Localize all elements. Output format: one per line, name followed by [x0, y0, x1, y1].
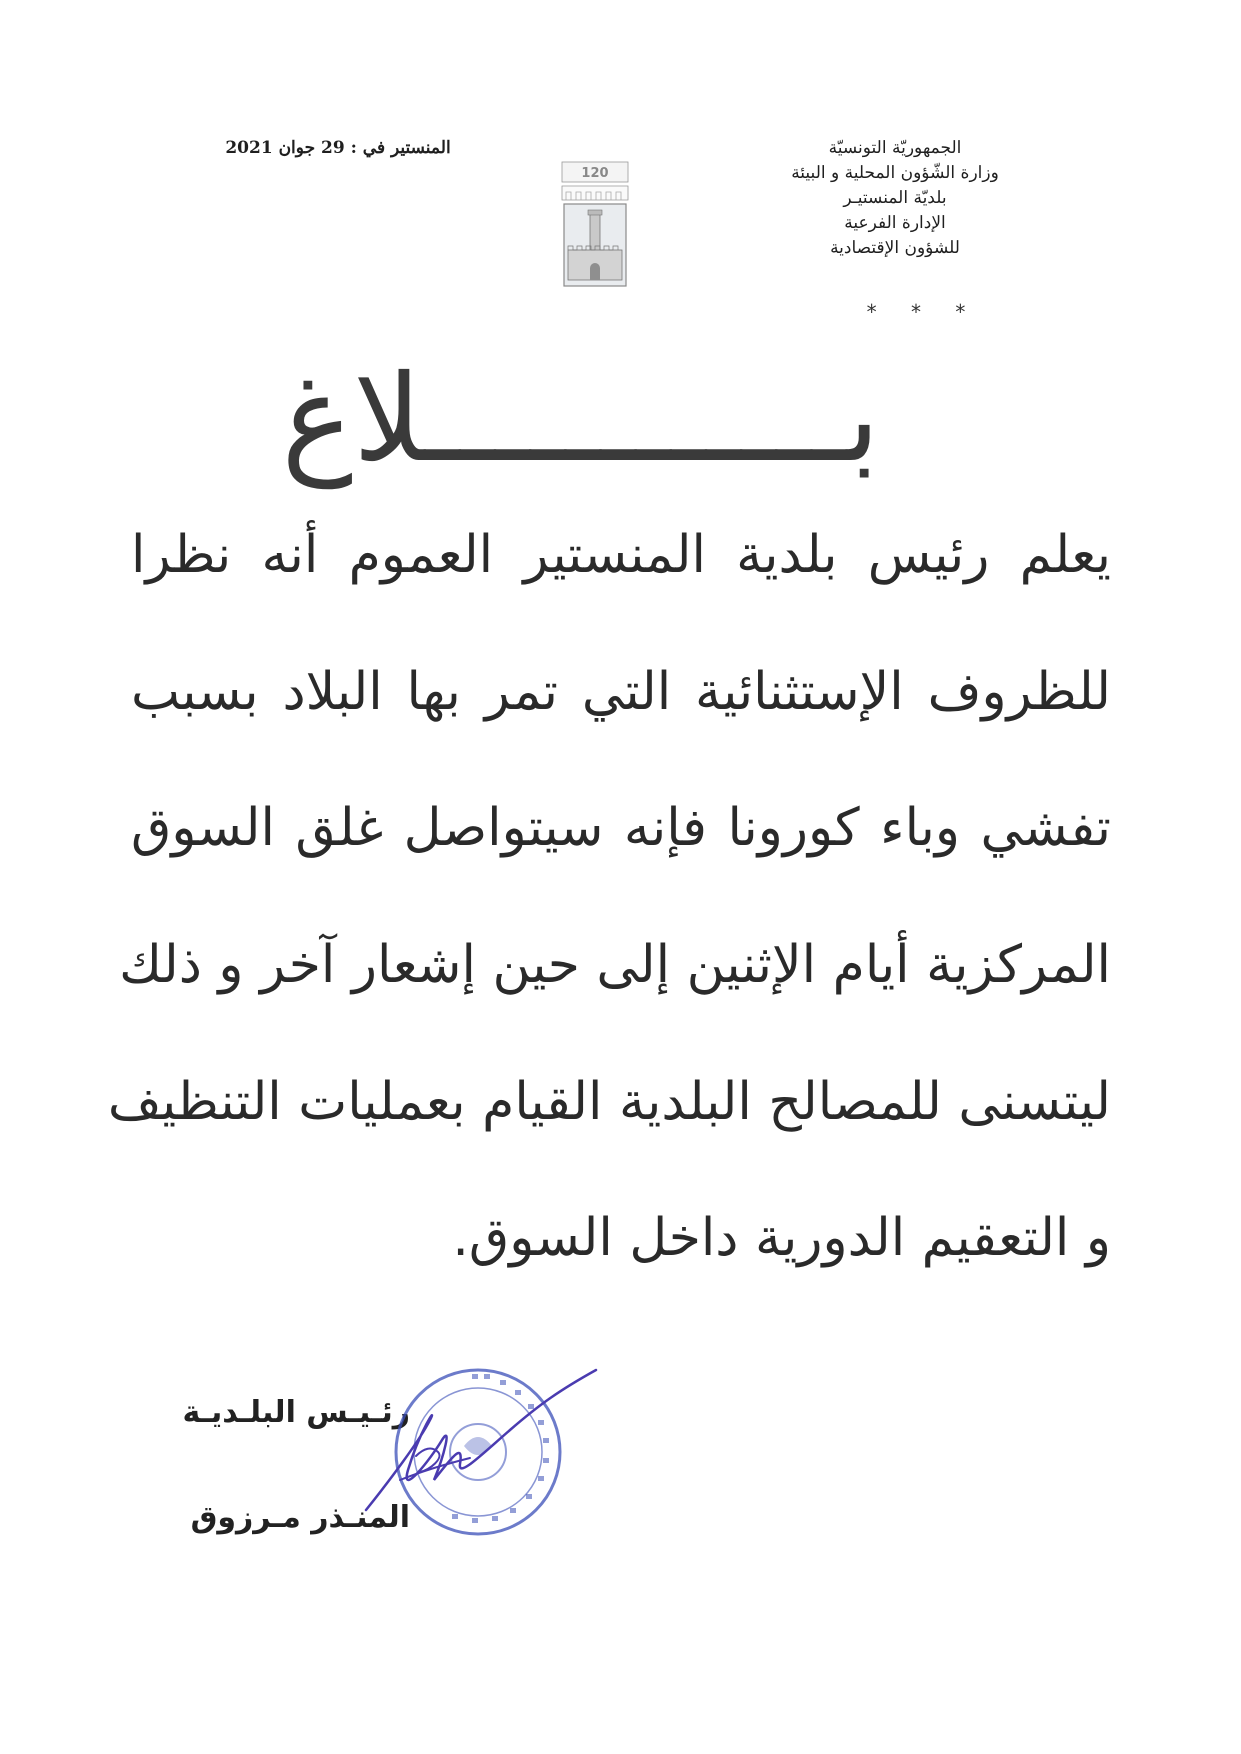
- signature-title: رئـيـس البلـديـة: [182, 1395, 410, 1430]
- header-line-sub-administration: الإدارة الفرعية: [844, 213, 946, 233]
- emblem-number: 120: [581, 166, 609, 181]
- ministry-header: [735, 136, 1055, 261]
- header-stars: * * *: [866, 300, 980, 324]
- header-line-ministry: وزارة الشّؤون المحلية و البيئة: [791, 163, 999, 183]
- document-date: المنستير في : 29 جوان 2021: [225, 138, 451, 158]
- header-line-municipality: بلديّة المنستيـر: [843, 188, 947, 208]
- body-line-3: تفشي وباء كورونا فإنه سيتواصل غلق السوق: [131, 798, 1111, 858]
- body-line-2: للظروف الإستثنائية التي تمر بها البلاد بسبب: [131, 662, 1111, 722]
- official-stamp-icon: [360, 1360, 600, 1550]
- monastir-municipality-emblem-icon: [560, 160, 630, 290]
- announcement-title: بــــــــــــلاغ: [281, 350, 880, 489]
- body-line-6: و التعقيم الدورية داخل السوق.: [452, 1208, 1111, 1268]
- signature-name: المنـذر مـرزوق: [190, 1500, 410, 1535]
- header-line-republic: الجمهوريّة التونسيّة: [828, 138, 962, 158]
- body-line-4: المركزية أيام الإثنين إلى حين إشعار آخر و ذلك: [119, 935, 1111, 995]
- body-line-1: يعلم رئيس بلدية المنستير العموم أنه نظرا: [131, 525, 1111, 585]
- header-line-economic-affairs: للشؤون الإقتصادية: [830, 238, 960, 258]
- body-line-5: ليتسنى للمصالح البلدية القيام بعمليات التنظيف: [107, 1072, 1111, 1132]
